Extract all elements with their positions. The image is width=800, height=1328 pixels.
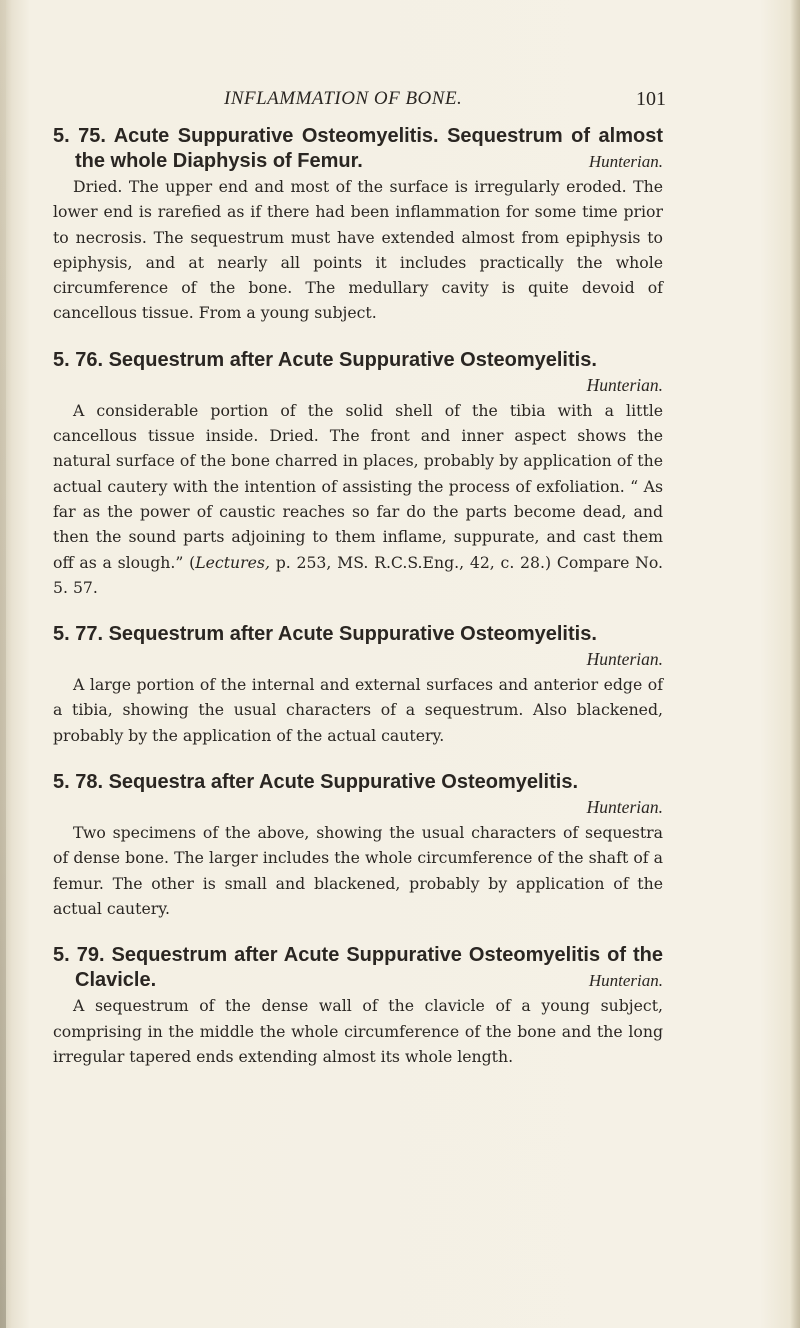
- catalogue-entry: [53, 348, 663, 600]
- page-header: [54, 88, 666, 114]
- entry-heading: 5. 76. Sequestrum after Acute Suppurative Osteomyelitis.: [53, 348, 597, 371]
- page-number: 101: [636, 88, 666, 110]
- catalogue-entry: [53, 124, 663, 326]
- entry-heading-text: 5. 75. Acute Suppurative Osteomyelitis. Sequestrum of almost the whole Diaphysis of Femur.: [53, 125, 663, 172]
- entry-body: Dried. The upper end and most of the surface is irregularly eroded. The lower end is rarefied as if there had been inflammation for some time prior to necrosis. The sequestrum must have extended almost from epiphysis to epiphysis, and at nearly all points it includes practically the whole circumference of the bone. The medullary cavity is quite devoid of cancellous tissue. From a young subject.: [53, 177, 663, 323]
- entry-attribution: Hunterian.: [586, 797, 663, 818]
- running-title: INFLAMMATION OF BONE.: [224, 88, 463, 109]
- entry-body-text: A considerable portion of the solid shell of the tibia with a little cancellous tissue inside. Dried. The front and inner aspect shows the natural surface of the bone charred in places, probably by application of the actual cautery with the intention of assisting the process of exfoliation. “ As far as the power of caustic reaches so far do the parts become dead, and then the sound parts adjoining to them inflame, suppurate, and cast them off as a slough.”: [53, 400, 663, 572]
- entry-attribution: Hunterian.: [588, 971, 663, 991]
- entry-attribution: Hunterian.: [588, 152, 663, 171]
- entry-heading: 5. 77. Sequestrum after Acute Suppurative Osteomyelitis.: [53, 623, 597, 646]
- page-edge-shadow: [790, 0, 800, 1328]
- page-gutter-shadow: [0, 0, 6, 1328]
- entry-heading: 5. 78. Sequestra after Acute Suppurative Osteomyelitis.: [53, 771, 578, 794]
- catalogue-entries: [53, 124, 663, 1091]
- entry-body: Two specimens of the above, showing the usual characters of sequestra of dense bone. The larger includes the whole circumference of the shaft of a femur. The other is small and blackened, probably by application of the actual cautery.: [53, 823, 663, 918]
- entry-attribution: Hunterian.: [586, 374, 663, 395]
- catalogue-entry: [53, 622, 663, 748]
- entry-body: A considerable portion of the solid shell of the tibia with a little cancellous tissue inside. Dried. The front and inner aspect shows the natural surface of the bone charred in places, probably by application of the actual cautery with the intention of assisting the process of exfoliation. “ As far as the power of caustic reaches so far do the parts become dead, and then the sound parts adjoining to them inflame, suppurate, and cast them off as a slough.” (Lectures, p. 253, MS. R.C.S.Eng., 42, c. 28.) Compare No. 5. 57.: [53, 400, 663, 597]
- catalogue-entry: [53, 943, 663, 1069]
- entry-body: A sequestrum of the dense wall of the clavicle of a young subject, comprising in the middle the whole circumference of the bone and the long irregular tapered ends extending almost its whole length.: [53, 996, 663, 1066]
- entry-citation: Lectures,: [195, 552, 270, 572]
- entry-heading: [53, 124, 663, 174]
- entry-body: A large portion of the internal and external surfaces and anterior edge of a tibia, showing the usual characters of a sequestrum. Also blackened, probably by the application of the actual cautery.: [53, 675, 663, 745]
- entry-heading: [53, 943, 663, 993]
- entry-attribution: Hunterian.: [586, 649, 663, 670]
- entry-heading-text: 5. 79. Sequestrum after Acute Suppurative Osteomyelitis of the Clavicle.: [53, 944, 663, 992]
- catalogue-entry: [53, 770, 663, 921]
- entry-body-tail: p. 253, MS. R.C.S.Eng., 42, c. 28.) Compare No. 5. 57.: [53, 552, 663, 597]
